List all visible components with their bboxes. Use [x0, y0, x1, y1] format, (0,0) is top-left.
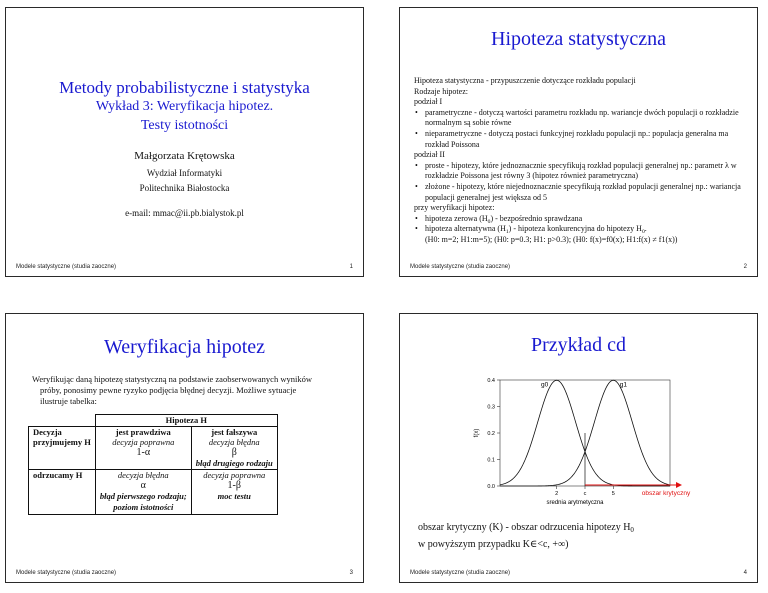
series-label-g1: g1: [619, 381, 627, 389]
intro-text: Weryfikując daną hipotezę statystyczną na podstawie zaobserwowanych wyników próby, ponosimy pewne ryzyko podjęcia błędnej decyzji. Możliwe sytuacje ilustruje tabelka:: [32, 374, 312, 406]
lecture-title: Wykład 3: Weryfikacja hipotez.: [95, 99, 274, 114]
table-cell: decyzja błędna β błąd drugiego rodzaju: [191, 437, 277, 470]
course-title: Metody probabilistyczne i statystyka: [59, 78, 310, 97]
university: Politechnika Białostocka: [139, 183, 230, 193]
table-header: Decyzja: [29, 426, 96, 437]
x-tick-label: 2: [555, 491, 559, 497]
footer-label: Modele statystyczne (studia zaoczne): [16, 570, 117, 576]
x-axis-label: srednia arytmetyczna: [546, 500, 604, 506]
slide-1: [5, 7, 364, 277]
slide-title: Weryfikacja hipotez: [103, 336, 266, 358]
text-line: Hipoteza statystyczna - przypuszczenie dotyczące rozkładu populacji: [414, 76, 636, 85]
y-tick-label: 0.3: [487, 404, 495, 411]
y-axis-label: f(x): [474, 428, 480, 438]
table-cell: decyzja błędna α błąd pierwszego rodzaju; poziom istotności: [95, 470, 191, 515]
table-cell: decyzja poprawna 1-α: [95, 437, 191, 470]
bullet-item: • nieparametryczne - dotyczą postaci funkcyjnej rozkładu populacji np.: populacja generalna ma rozkład Poissona: [414, 129, 749, 150]
bullet-item: • parametryczne - dotyczą wartości parametru rozkładu np. wariancje dwóch populacji o rozkładzie normalnym są sobie równe: [414, 108, 749, 129]
text-line: podział I: [414, 97, 443, 107]
lecture-subtitle: Testy istotności: [140, 118, 229, 133]
slide-title: Hipoteza statystyczna: [491, 28, 666, 50]
x-tick-label: c: [583, 491, 587, 497]
y-tick-label: 0.4: [487, 378, 495, 384]
footer-label: Modele statystyczne (studia zaoczne): [16, 264, 117, 270]
bullet-item: • złożone - hipotezy, które niejednoznacznie specyfikują rozkład populacji generalnej np.: wariancja populacji generalnej jest większa od 5: [414, 182, 749, 203]
table-cell: decyzja poprawna 1-β moc testu: [191, 470, 277, 515]
density-chart: [400, 314, 759, 514]
table-row-label: odrzucamy H: [29, 470, 96, 515]
footer-label: Modele statystyczne (studia zaoczne): [410, 264, 511, 270]
bullet-item: • hipoteza zerowa $(H_0)$ - bezpośrednio sprawdzana: [414, 214, 749, 225]
table-header: jest fałszywa: [191, 426, 277, 437]
critical-region-label: obszar krytyczny: [641, 490, 691, 497]
y-tick-label: 0.0: [487, 484, 495, 490]
footer-label: Modele statystyczne (studia zaoczne): [410, 570, 511, 576]
author-name: Małgorzata Krętowska: [134, 150, 235, 162]
slide-body: [414, 76, 749, 246]
slide-3: [5, 313, 364, 583]
page-number: 2: [743, 264, 747, 270]
page-number: 4: [743, 570, 747, 576]
table-header: jest prawdziwa: [95, 426, 191, 437]
slide-2: [399, 7, 758, 277]
x-tick-label: 5: [611, 491, 615, 497]
y-tick-label: 0.2: [487, 431, 495, 437]
text-line: Rodzaje hipotez:: [414, 86, 468, 96]
page-number: 3: [349, 570, 353, 576]
table-header: Hipoteza H: [95, 415, 277, 427]
slide-4: [399, 313, 758, 583]
page-number: 1: [349, 264, 353, 270]
text-line: podział II: [414, 150, 445, 160]
examples-line: (H0: m=2; H1:m=5); (H0: p=0.3; H1: p>0.3); (H0: f(x)=f0(x); H1:f(x) ≠ f1(x)): [425, 234, 678, 244]
slide-title: Przykład cd: [531, 334, 626, 356]
slide-caption: obszar krytyczny (K) - obszar odrzucenia hipotezy $H_0$ w powyższym przypadku K∈<c, +∞): [418, 522, 634, 550]
email: e-mail: mmac@ii.pb.bialystok.pl: [125, 208, 244, 218]
text-line: przy weryfikacji hipotez:: [414, 203, 495, 213]
bullet-item: • proste - hipotezy, które jednoznacznie specyfikują rozkład populacji generalnej np.: parametr λ w rozkładzie Poissona jest równy 3 (hipotez również parametryczna): [414, 161, 749, 182]
arrowhead-icon: [676, 482, 682, 488]
decision-table: [28, 414, 278, 515]
table-row-label: przyjmujemy H: [29, 437, 96, 470]
y-tick-label: 0.1: [487, 457, 495, 464]
department: Wydział Informatyki: [146, 168, 223, 178]
series-label-g0: g0: [541, 381, 549, 389]
bullet-item: • hipoteza alternatywna $(H_1)$ - hipoteza konkurencyjna do hipotezy $H_0$.: [414, 224, 749, 235]
